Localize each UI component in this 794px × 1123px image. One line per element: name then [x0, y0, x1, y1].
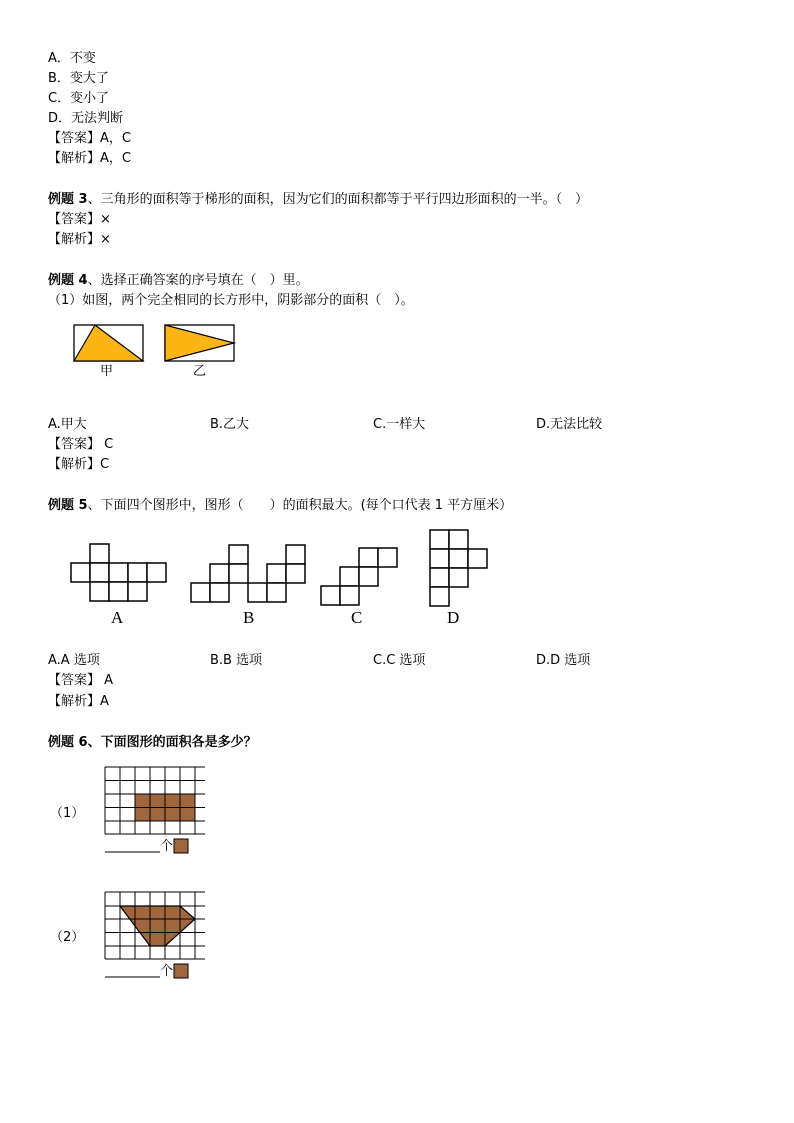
- grid-2-shaded: [120, 906, 195, 946]
- figure-label-jia: 甲: [100, 364, 114, 379]
- q3-label: 例题 3: [48, 192, 88, 207]
- q5-question: [48, 496, 512, 516]
- q2-option-c: C．变小了: [48, 91, 110, 106]
- q4-option-c: C.一样大: [373, 417, 426, 432]
- grid-1-shaded: [135, 794, 195, 821]
- q2-option-d: D．无法判断: [48, 111, 124, 126]
- q4-subquestion: （1）如图，两个完全相同的长方形中，阴影部分的面积（ ）。: [48, 293, 414, 308]
- figure-label-yi: 乙: [193, 364, 207, 379]
- q6-part-1-unit: 个: [160, 839, 174, 854]
- q5-text: 、下面四个图形中，图形（ ）的面积最大。(每个口代表 1 平方厘米）: [87, 498, 513, 513]
- q6-part-2-label: （2）: [50, 930, 85, 945]
- q5-option-d: D.D 选项: [536, 653, 591, 668]
- q5-answer: 【答案】 A: [48, 673, 114, 688]
- q5-analysis: 【解析】A: [48, 694, 109, 709]
- q6-label: 例题 6: [48, 735, 88, 750]
- q4-answer: 【答案】 C: [48, 437, 114, 452]
- q5-label: 例题 5: [48, 498, 88, 513]
- shape-label-c: C: [351, 608, 363, 627]
- triangle-jia-shaded: [74, 325, 143, 361]
- q5-option-c: C.C 选项: [373, 653, 426, 668]
- q2-answer: 【答案】A，C: [48, 131, 131, 146]
- rectangle-yi: [165, 325, 234, 361]
- q4-question: [48, 271, 309, 291]
- q2-analysis: 【解析】A，C: [48, 151, 131, 166]
- q6-part-1-label: （1）: [50, 806, 85, 821]
- shape-b: [191, 545, 305, 602]
- rectangle-yi-figure: [165, 325, 234, 361]
- q6-question: [48, 733, 257, 753]
- grid-2-unit-square: [174, 964, 188, 978]
- q3-analysis: 【解析】×: [48, 232, 111, 247]
- q2-option-a: A．不变: [48, 51, 96, 66]
- q4-analysis: 【解析】C: [48, 457, 110, 472]
- triangle-yi-shaded: [165, 325, 234, 361]
- grid-1-unit-square: [174, 839, 188, 853]
- rectangle-jia: [74, 325, 143, 361]
- shape-label-d: D: [447, 608, 460, 627]
- shape-d: [430, 530, 487, 606]
- q3-question: [48, 190, 588, 210]
- q4-label: 例题 4: [48, 273, 88, 288]
- q6-part-2-unit: 个: [160, 964, 174, 979]
- q4-option-b: B.乙大: [210, 417, 250, 432]
- q5-option-a: A.A 选项: [48, 653, 100, 668]
- grid-1: [105, 767, 205, 853]
- q4-text: 、选择正确答案的序号填在（ ）里。: [87, 273, 309, 288]
- q6-text: 、下面图形的面积各是多少？: [87, 735, 257, 750]
- q2-option-b: B．变大了: [48, 71, 109, 86]
- q3-answer: 【答案】×: [48, 212, 111, 227]
- grid-2: [105, 892, 205, 978]
- shape-label-a: A: [111, 608, 124, 627]
- q3-text: 、三角形的面积等于梯形的面积，因为它们的面积都等于平行四边形面积的一半。（ ）: [87, 192, 589, 207]
- q5-option-b: B.B 选项: [210, 653, 263, 668]
- q4-option-a: A.甲大: [48, 417, 87, 432]
- rectangle-jia-figure: [74, 325, 143, 361]
- shape-a: [71, 544, 166, 601]
- shape-label-b: B: [243, 608, 255, 627]
- shape-c: [321, 548, 397, 605]
- q4-option-d: D.无法比较: [536, 417, 603, 432]
